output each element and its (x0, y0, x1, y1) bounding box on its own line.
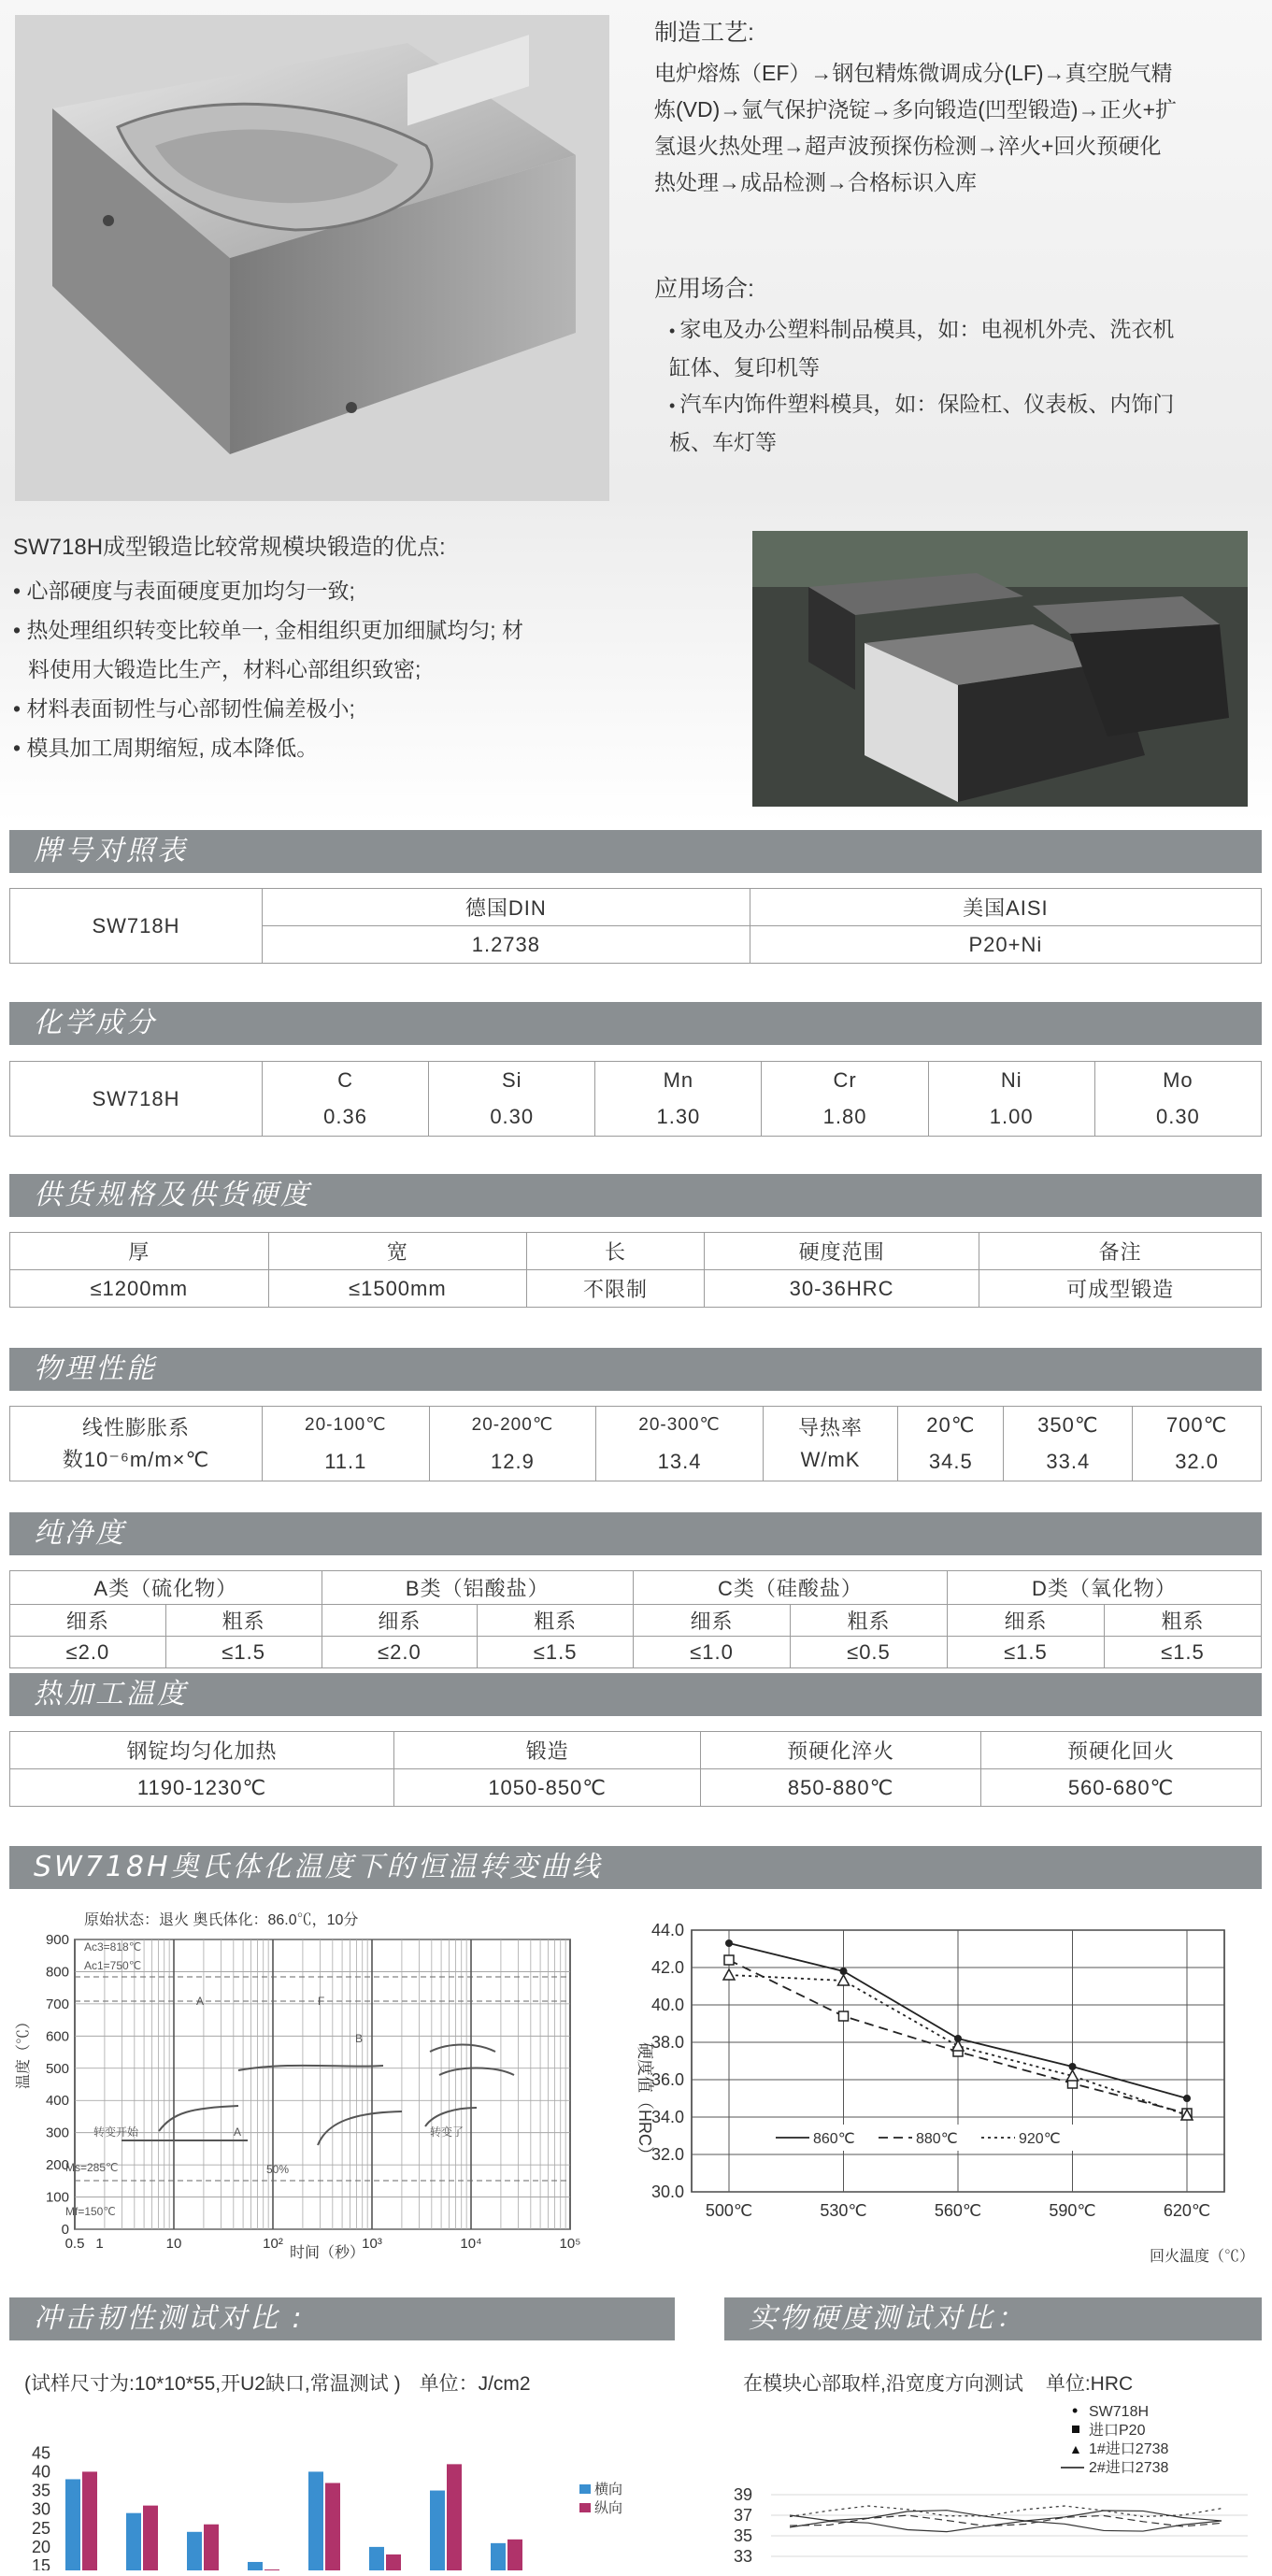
purity-value: ≤2.0 (10, 1637, 166, 1668)
temper-y-tick: 38.0 (650, 2033, 684, 2052)
purity-group: B类（铝酸盐） (322, 1571, 634, 1605)
expansion-label: 线性膨胀系 数10⁻⁶m/m×℃ (10, 1407, 263, 1481)
advantage-line: 料使用大锻造比生产，材料心部组织致密; (28, 657, 422, 681)
impact-bar (264, 2569, 279, 2570)
temper-point (1183, 2095, 1191, 2102)
ttt-x-tick: 10³ (362, 2236, 382, 2252)
impact-bar (491, 2543, 506, 2570)
purity-value: ≤1.5 (478, 1637, 634, 1668)
supply-value: 不限制 (527, 1270, 705, 1308)
ttt-ylabel: 温度（℃） (16, 2013, 32, 2089)
chem-header: Ni (928, 1062, 1094, 1099)
process-line: 热处理→成品检测→合格标识入库 (654, 170, 977, 194)
chem-value: 1.30 (595, 1099, 762, 1137)
triangle-icon: ▲ (1069, 2441, 1082, 2456)
impact-bar (308, 2471, 323, 2570)
grade-value: 1.2738 (263, 926, 750, 964)
hardness-legend-item: 进口P20 (1089, 2423, 1146, 2439)
ttt-curve (439, 2068, 514, 2076)
ttt-y-tick: 500 (45, 2060, 69, 2077)
conductivity-value: 33.4 (1004, 1444, 1133, 1481)
hardness-legend-item: 2#进口2738 (1089, 2460, 1169, 2476)
purity-sub: 细系 (10, 1605, 166, 1637)
purity-sub: 粗系 (1104, 1605, 1261, 1637)
conductivity-header: 350℃ (1004, 1407, 1133, 1444)
section-header-grade: 牌号对照表 (9, 830, 1262, 873)
process-line: 炼(VD)→氩气保护浇锭→多向锻造(凹型锻造)→正火+扩 (654, 97, 1178, 122)
purity-value: ≤2.0 (322, 1637, 478, 1668)
advantage-line: • 模具加工周期缩短, 成本降低。 (13, 736, 319, 760)
ttt-curve (159, 2106, 238, 2131)
temper-point (839, 2011, 849, 2021)
hotwork-header: 锻造 (394, 1732, 701, 1769)
ttt-annotation: 转变了 (430, 2125, 464, 2139)
chem-table (9, 1061, 1262, 1137)
impact-bar (369, 2547, 384, 2570)
supply-header: 备注 (979, 1233, 1262, 1270)
grade-header: 美国AISI (750, 889, 1261, 926)
hardness-chart (724, 2397, 1262, 2570)
usage-item: • 家电及办公塑料制品模具，如：电视机外壳、洗衣机 缸体、复印机等 (654, 311, 1262, 386)
temper-x-tick: 530℃ (820, 2201, 867, 2220)
hardness-chart-svg (724, 2397, 1262, 2570)
hotwork-header: 预硬化淬火 (701, 1732, 981, 1769)
ttt-y-tick: 900 (45, 1932, 69, 1948)
hardness-series-line (790, 2515, 1222, 2526)
impact-y-tick: 35 (31, 2481, 50, 2500)
supply-header: 长 (527, 1233, 705, 1270)
purity-value: ≤1.5 (947, 1637, 1104, 1668)
grade-header: 德国DIN (263, 889, 750, 926)
temper-y-tick: 44.0 (650, 1921, 684, 1939)
conductivity-value: 32.0 (1133, 1444, 1262, 1481)
ttt-y-tick: 800 (45, 1964, 69, 1981)
impact-bar (82, 2471, 97, 2570)
ttt-annotation: Ms=285℃ (65, 2161, 119, 2174)
purity-value: ≤1.5 (165, 1637, 322, 1668)
temper-ylabel: 硬度值（HRC） (636, 2042, 654, 2163)
temper-point (725, 1939, 733, 1947)
ttt-annotation: 50% (266, 2163, 290, 2176)
ttt-curve (318, 2111, 402, 2145)
conductivity-value: 34.5 (898, 1444, 1004, 1481)
temper-legend-label: 920℃ (1019, 2131, 1061, 2147)
supply-table (9, 1232, 1262, 1308)
impact-legend-label: 纵向 (594, 2500, 623, 2516)
impact-bar (507, 2540, 522, 2570)
expansion-header: 20-100℃ (263, 1407, 430, 1444)
process-block (654, 15, 1262, 201)
hotwork-header: 预硬化回火 (981, 1732, 1262, 1769)
section-header-physical: 物理性能 (9, 1348, 1262, 1391)
process-title: 制造工艺: (654, 20, 754, 46)
chem-header: C (263, 1062, 429, 1099)
impact-y-tick: 40 (31, 2462, 50, 2482)
temper-x-tick: 560℃ (934, 2201, 982, 2220)
advantage-line: • 热处理组织转变比较单一, 金相组织更加细腻均匀; 材 (13, 618, 524, 642)
purity-table (9, 1570, 1262, 1668)
supply-header: 硬度范围 (704, 1233, 979, 1270)
section-header-ttt: SW718H奥氏体化温度下的恒温转变曲线 (9, 1846, 1262, 1889)
conductivity-label: 导热率 W/mK (763, 1407, 897, 1481)
ttt-y-tick: 0 (61, 2222, 69, 2238)
hardness-y-tick: 37 (734, 2506, 753, 2525)
chem-name: SW718H (10, 1062, 263, 1137)
impact-y-tick: 15 (31, 2556, 50, 2570)
expansion-value: 12.9 (429, 1444, 596, 1481)
diamond-icon: • (1072, 2401, 1079, 2420)
usage-title: 应用场合: (654, 276, 754, 302)
temper-y-tick: 30.0 (650, 2182, 684, 2201)
ttt-chart (9, 1902, 617, 2267)
hotwork-table (9, 1731, 1262, 1807)
impact-bar (248, 2562, 263, 2570)
hardness-y-tick: 35 (734, 2526, 753, 2545)
usage-item: • 汽车内饰件塑料模具，如：保险杠、仪表板、内饰门 板、车灯等 (654, 386, 1262, 461)
ttt-annotation: A (196, 1995, 205, 2008)
expansion-value: 13.4 (596, 1444, 764, 1481)
ttt-x-tick: 10⁴ (460, 2236, 482, 2252)
grade-value: P20+Ni (750, 926, 1261, 964)
ttt-x-tick: 0.5 (64, 2236, 85, 2252)
hardness-legend-item: 1#进口2738 (1089, 2441, 1169, 2457)
temper-xlabel: 回火温度（℃） (1150, 2249, 1255, 2265)
supply-header: 宽 (268, 1233, 527, 1270)
chem-value: 1.00 (928, 1099, 1094, 1137)
supply-value: 可成型锻造 (979, 1270, 1262, 1308)
ttt-annotation: B (355, 2032, 364, 2045)
impact-bar (126, 2513, 141, 2570)
hotwork-value: 1190-1230℃ (10, 1769, 394, 1807)
ttt-annotation: 转变开始 (93, 2125, 139, 2139)
hardness-y-tick: 33 (734, 2547, 753, 2566)
impact-bar (204, 2525, 219, 2570)
impact-legend-swatch (579, 2503, 591, 2512)
hotwork-header: 钢锭均匀化加热 (10, 1732, 394, 1769)
ttt-y-tick: 700 (45, 1996, 69, 2012)
purity-group: A类（硫化物） (10, 1571, 322, 1605)
impact-bar (187, 2532, 202, 2570)
ttt-annotation: F (318, 1995, 325, 2008)
ttt-annotation: Ac3=818℃ (84, 1940, 142, 1953)
ttt-plot-frame (75, 1939, 570, 2229)
supply-value: 30-36HRC (704, 1270, 979, 1308)
physical-table (9, 1406, 1262, 1481)
impact-legend-label: 横向 (594, 2482, 623, 2497)
section-header-impact: 冲击韧性测试对比 : (9, 2297, 675, 2340)
advantage-line: • 材料表面韧性与心部韧性偏差极小; (13, 696, 355, 721)
temper-x-tick: 590℃ (1049, 2201, 1096, 2220)
impact-bar (65, 2479, 80, 2570)
ttt-y-tick: 100 (45, 2189, 69, 2206)
process-line: 氢退火热处理→超声波预探伤检测→淬火+回火预硬化 (654, 134, 1162, 158)
temper-y-tick: 40.0 (650, 1996, 684, 2014)
expansion-header: 20-200℃ (429, 1407, 596, 1444)
temper-point (838, 1975, 850, 1985)
impact-bar (143, 2506, 158, 2570)
supply-value: ≤1500mm (268, 1270, 527, 1308)
ttt-annotation: Ac1=750℃ (84, 1959, 142, 1972)
ttt-x-tick: 10⁵ (559, 2236, 581, 2252)
purity-value: ≤0.5 (790, 1637, 947, 1668)
purity-sub: 细系 (947, 1605, 1104, 1637)
ttt-xlabel: 时间（秒） (290, 2245, 365, 2261)
conductivity-header: 20℃ (898, 1407, 1004, 1444)
ttt-y-tick: 400 (45, 2093, 69, 2110)
purity-group: C类（硅酸盐） (634, 1571, 948, 1605)
temper-legend-label: 860℃ (813, 2131, 855, 2147)
mold-block-photo (15, 15, 609, 501)
temper-y-tick: 32.0 (650, 2145, 684, 2164)
square-icon (1072, 2426, 1079, 2433)
purity-sub: 细系 (322, 1605, 478, 1637)
chem-value: 1.80 (762, 1099, 928, 1137)
impact-y-tick: 20 (31, 2537, 50, 2556)
process-line: 电炉熔炼（EF）→钢包精炼微调成分(LF)→真空脱气精 (654, 61, 1173, 85)
purity-group: D类（氧化物） (947, 1571, 1261, 1605)
temper-y-tick: 36.0 (650, 2070, 684, 2089)
supply-header: 厚 (10, 1233, 269, 1270)
hotwork-value: 1050-850℃ (394, 1769, 701, 1807)
supply-value: ≤1200mm (10, 1270, 269, 1308)
impact-chart (19, 2430, 673, 2570)
ttt-annotation: Mf=150℃ (65, 2205, 116, 2218)
ttt-x-tick: 10² (263, 2236, 283, 2252)
grade-table (9, 888, 1262, 964)
temper-chart (626, 1911, 1262, 2267)
expansion-header: 20-300℃ (596, 1407, 764, 1444)
ttt-y-tick: 600 (45, 2028, 69, 2045)
temper-y-tick: 34.0 (650, 2108, 684, 2126)
hotwork-value: 560-680℃ (981, 1769, 1262, 1807)
impact-chart-svg (19, 2430, 673, 2570)
hardness-series-line (790, 2521, 1222, 2532)
ttt-chart-svg (9, 1902, 617, 2267)
purity-sub: 粗系 (478, 1605, 634, 1637)
purity-sub: 细系 (634, 1605, 791, 1637)
impact-bar (430, 2491, 445, 2570)
section-header-hotwork: 热加工温度 (9, 1673, 1262, 1716)
hardness-note: 在模块心部取样,沿宽度方向测试 单位:HRC (743, 2373, 1134, 2395)
forged-blocks-photo (752, 531, 1248, 807)
impact-y-tick: 25 (31, 2518, 50, 2538)
section-header-hardness: 实物硬度测试对比： (724, 2297, 1262, 2340)
impact-note: (试样尺寸为:10*10*55,开U2缺口,常温测试 ) 单位：J/cm2 (24, 2373, 531, 2395)
usage-block (654, 271, 1262, 461)
grade-name: SW718H (10, 889, 263, 964)
advantage-block (13, 528, 742, 767)
advantage-title: SW718H成型锻造比较常规模块锻造的优点: (13, 535, 446, 560)
ttt-x-tick: 1 (95, 2236, 104, 2252)
impact-y-tick: 45 (31, 2443, 50, 2463)
hardness-y-tick: 39 (734, 2485, 753, 2504)
chem-value: 0.36 (263, 1099, 429, 1137)
impact-bar (325, 2483, 340, 2570)
temper-point (723, 1969, 735, 1980)
chem-header: Si (429, 1062, 595, 1099)
ttt-y-tick: 300 (45, 2125, 69, 2141)
section-header-supply: 供货规格及供货硬度 (9, 1174, 1262, 1217)
impact-bar (386, 2555, 401, 2570)
advantage-line: • 心部硬度与表面硬度更加均匀一致; (13, 579, 355, 603)
purity-sub: 粗系 (165, 1605, 322, 1637)
purity-sub: 粗系 (790, 1605, 947, 1637)
impact-bar (447, 2464, 462, 2570)
temper-point (724, 1955, 734, 1965)
impact-legend-swatch (579, 2484, 591, 2494)
ttt-curve (425, 2108, 477, 2126)
ttt-annotation: A (234, 2125, 242, 2139)
ttt-caption: 原始状态：退火 奥氏体化：86.0℃，10分 (84, 1912, 359, 1928)
hardness-legend-item: SW718H (1089, 2404, 1150, 2420)
chem-header: Mo (1094, 1062, 1261, 1099)
chem-value: 0.30 (1094, 1099, 1261, 1137)
hotwork-value: 850-880℃ (701, 1769, 981, 1807)
chem-header: Mn (595, 1062, 762, 1099)
temper-chart-svg (626, 1911, 1262, 2267)
expansion-value: 11.1 (263, 1444, 430, 1481)
temper-legend-label: 880℃ (916, 2131, 958, 2147)
chem-header: Cr (762, 1062, 928, 1099)
section-header-chem: 化学成分 (9, 1002, 1262, 1045)
temper-y-tick: 42.0 (650, 1958, 684, 1977)
purity-value: ≤1.0 (634, 1637, 791, 1668)
impact-y-tick: 30 (31, 2499, 50, 2519)
ttt-y-tick: 200 (45, 2157, 69, 2174)
ttt-x-tick: 10 (165, 2236, 182, 2252)
chem-value: 0.30 (429, 1099, 595, 1137)
temper-x-tick: 620℃ (1163, 2201, 1211, 2220)
temper-x-tick: 500℃ (705, 2201, 753, 2220)
purity-value: ≤1.5 (1104, 1637, 1261, 1668)
conductivity-header: 700℃ (1133, 1407, 1262, 1444)
section-header-purity: 纯净度 (9, 1512, 1262, 1555)
ttt-curve (430, 2045, 495, 2053)
